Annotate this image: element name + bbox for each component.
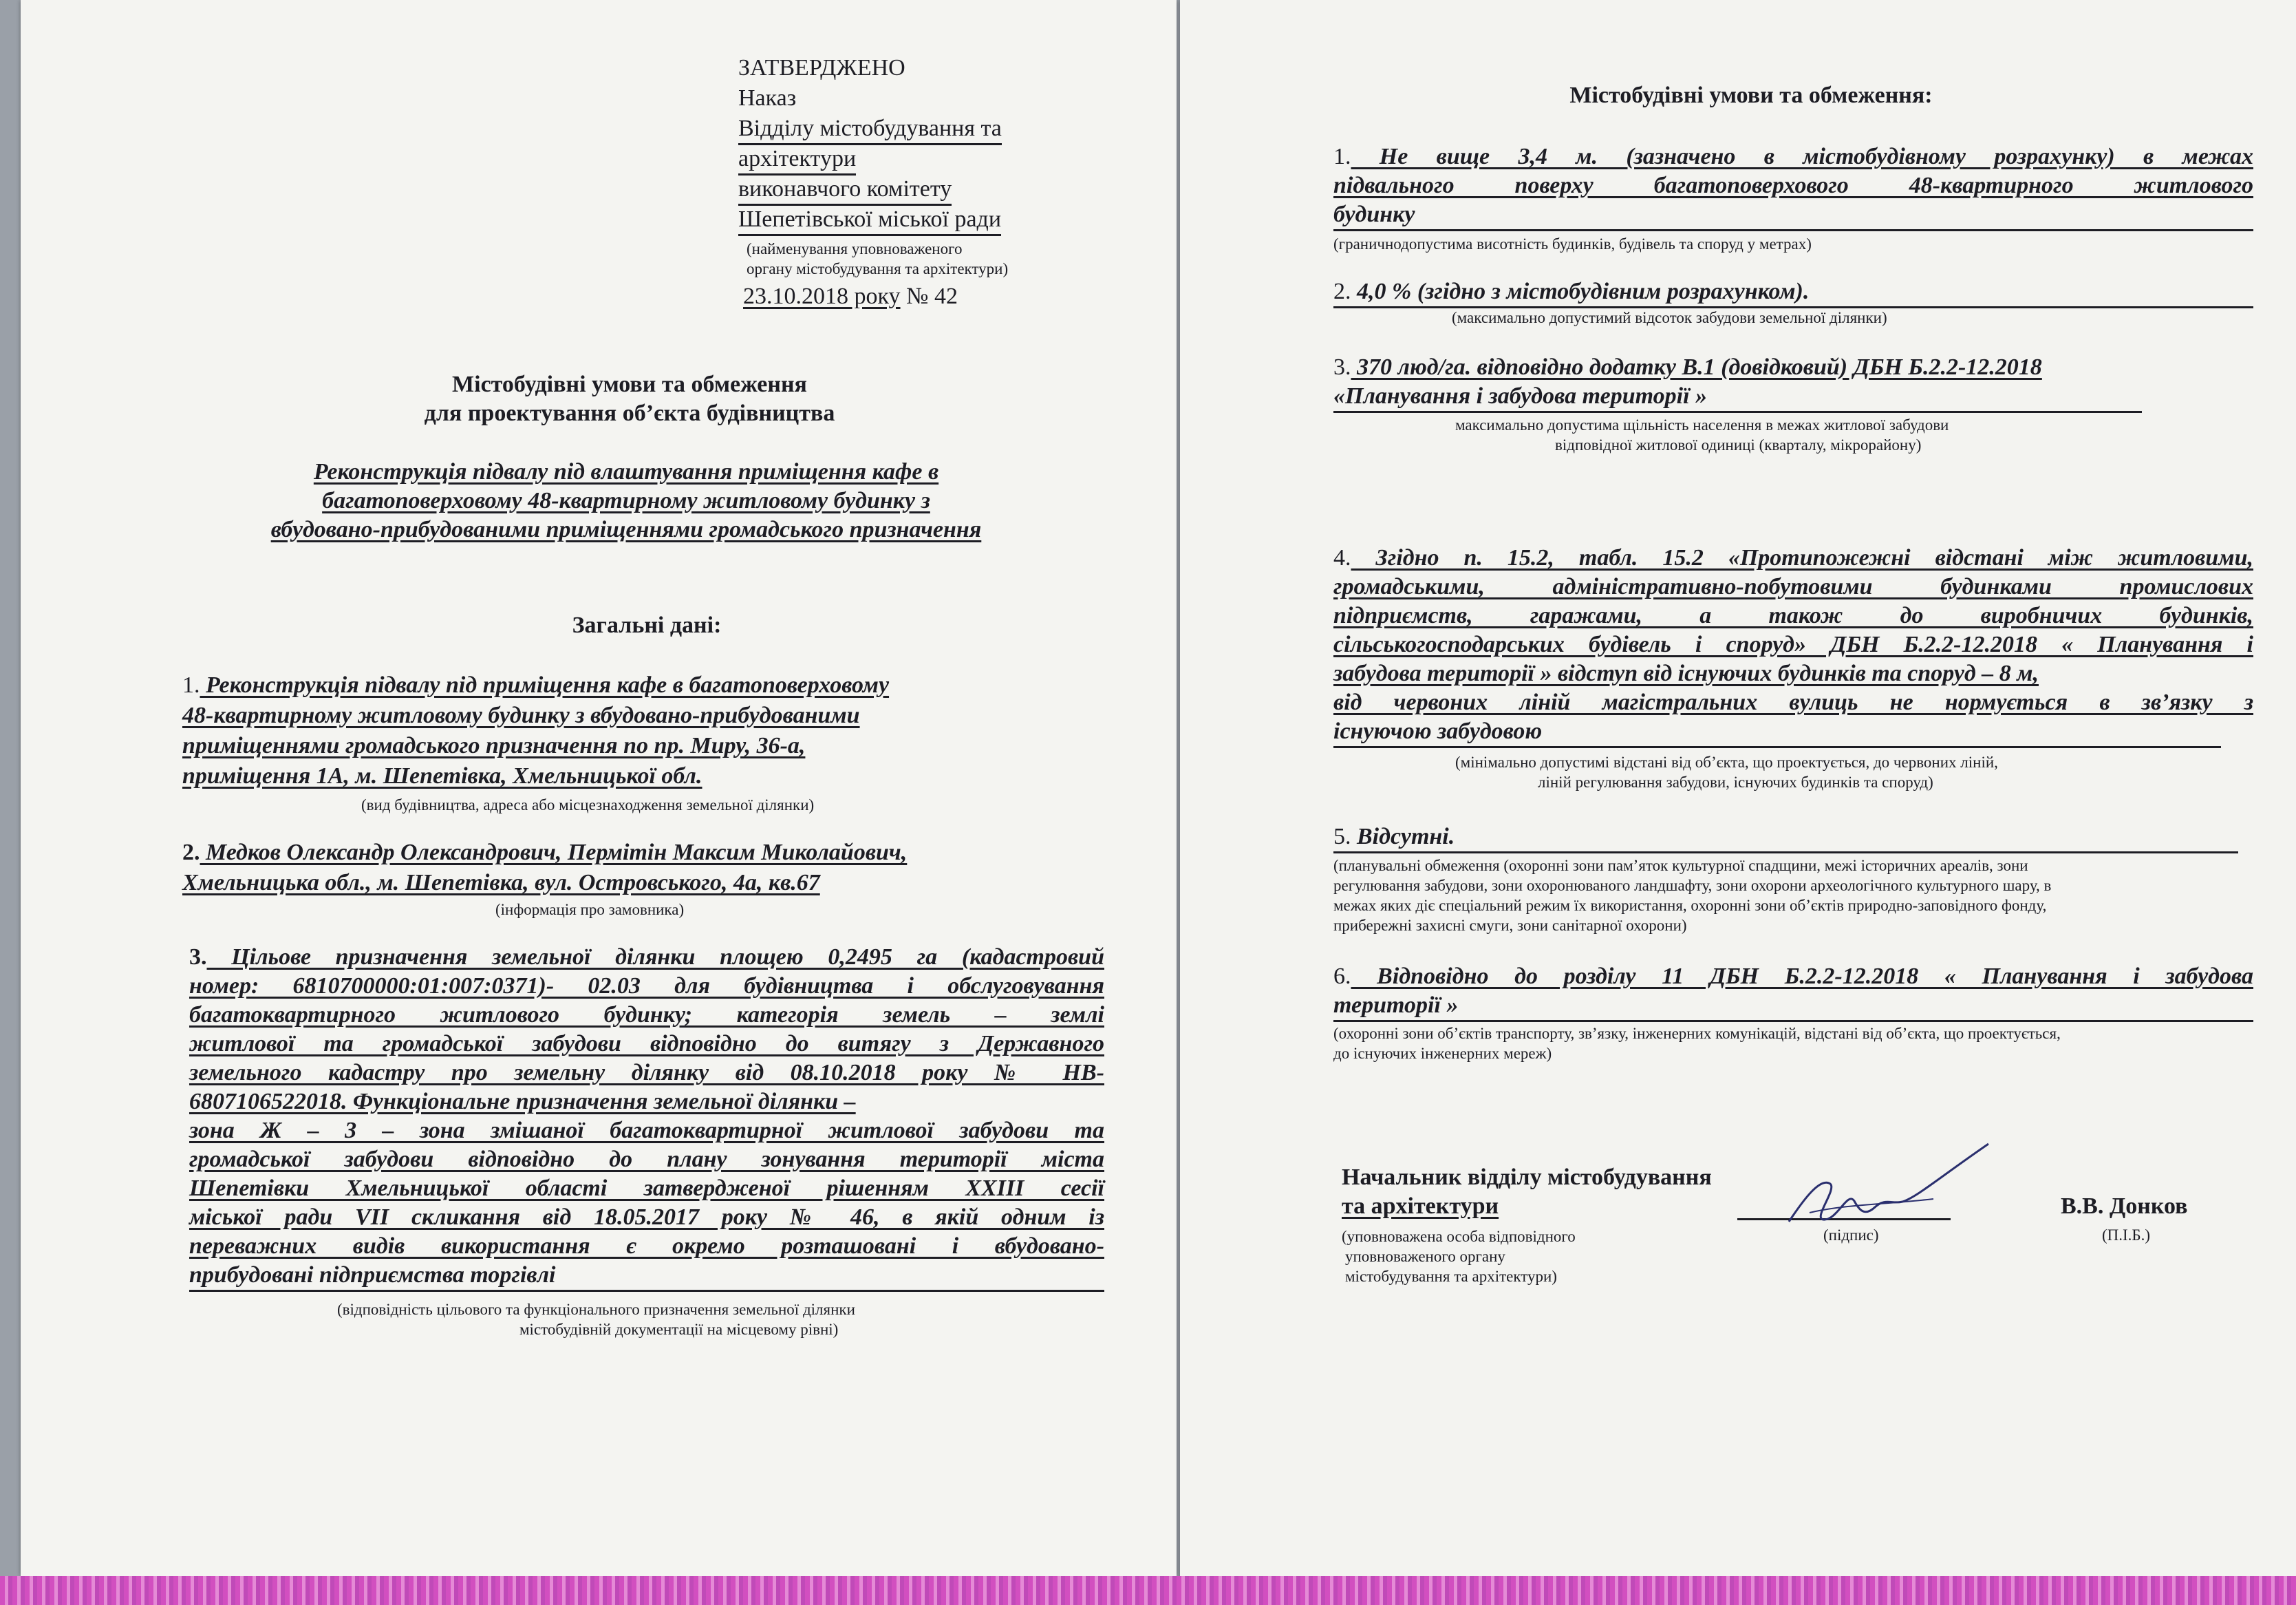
r6-line: території »	[1333, 991, 2253, 1022]
name-caption: (П.І.Б.)	[2102, 1226, 2151, 1244]
signatory-title: Начальник відділу містобудування	[1342, 1165, 1712, 1190]
signatory-title: та архітектури	[1342, 1193, 1499, 1219]
approval-caption: органу містобудування та архітектури)	[747, 260, 1009, 277]
item3-line: земельного кадастру про земельну ділянку від 08.10.2018 року № НВ-	[189, 1060, 1104, 1085]
item3-line: житлової та громадської забудови відповідно до витягу з Державного	[189, 1031, 1104, 1056]
approval-number: № 42	[906, 284, 958, 309]
project-line: багатоповерховому 48-квартирному житловому будинку з	[322, 488, 930, 513]
r5-caption: регулювання забудови, зони охоронюваного ландшафту, зони охорони археологічного культурного шару, в	[1333, 877, 2052, 894]
r5-text: Відсутні.	[1351, 824, 1455, 849]
approval-header: ЗАТВЕРДЖЕНО	[738, 55, 905, 81]
item3-line: міської ради VII скликання від 18.05.2017 року № 46, в якій одним із	[189, 1204, 1104, 1230]
r4-line: Згідно п. 15.2, табл. 15.2 «Протипожежні відстані між житловими,	[1351, 545, 2253, 571]
signatory-caption: (уповноважена особа відповідного	[1342, 1228, 1576, 1245]
r3-line: 370 люд/га. відповідно додатку В.1 (довідковий) ДБН Б.2.2-12.2018	[1351, 354, 2042, 380]
item-number: 5.	[1333, 824, 1351, 849]
item-number: 1.	[1333, 144, 1351, 169]
approval-doc-type: Наказ	[738, 85, 797, 111]
page-title: Містобудівні умови та обмеження	[452, 372, 807, 397]
r4-line: від червоних ліній магістральних вулиць не нормується в зв’язку з	[1333, 690, 2253, 715]
item-number: 3.	[1333, 354, 1351, 380]
r4-line: громадськими, адміністративно-побутовими будинками промислових	[1333, 574, 2253, 599]
approval-line: архітектури	[738, 145, 856, 176]
approval-date: 23.10.2018 року	[743, 284, 901, 309]
r3-caption: максимально допустима щільність населення в межах житлової забудови	[1455, 416, 1949, 434]
item-number: 4.	[1333, 545, 1351, 571]
r2-caption: (максимально допустимий відсоток забудови земельної ділянки)	[1452, 309, 1887, 326]
approval-line: Відділу містобудування та	[738, 114, 1002, 145]
r1-line: Не вище 3,4 м. (зазначено в містобудівному розрахунку) в межах	[1351, 144, 2253, 169]
approval-caption: (найменування уповноваженого	[747, 240, 963, 257]
r4-line: підприємств, гаражами, а також до виробничих будинків,	[1333, 603, 2253, 628]
item1-caption: (вид будівництва, адреса або місцезнаходження земельної ділянки)	[361, 796, 815, 814]
r4-line: сільськогосподарських будівель і споруд» ДБН Б.2.2-12.2018 « Планування і	[1333, 632, 2253, 657]
r1-caption: (граничнодопустима висотність будинків, будівель та споруд у метрах)	[1333, 235, 1812, 253]
r1-line: будинку	[1333, 200, 2253, 231]
conditions-title: Містобудівні умови та обмеження:	[1569, 83, 1933, 108]
r4-line: існуючою забудовою	[1333, 717, 2221, 748]
approval-line: виконавчого комітету	[738, 175, 952, 206]
r2-text: 4,0 % (згідно з містобудівним розрахунком).	[1351, 279, 1810, 304]
item3-line: багатоквартирного житлового будинку; категорія земель – землі	[189, 1002, 1104, 1028]
item-number: 1.	[182, 672, 200, 698]
item-number: 2.	[1333, 279, 1351, 304]
scan-edge-strip	[0, 1576, 2296, 1605]
item3-caption: (відповідність цільового та функціонального призначення земельної ділянки	[337, 1301, 855, 1318]
item2-line: Хмельницька обл., м. Шепетівка, вул. Островського, 4а, кв.67	[182, 870, 820, 895]
item1-line: приміщеннями громадського призначення по пр. Миру, 36-а,	[182, 733, 806, 758]
signature-caption: (підпис)	[1823, 1226, 1879, 1244]
item3-line: зона Ж – 3 – зона змішаної багатоквартирної житлової забудови та	[189, 1118, 1104, 1143]
item3-line: прибудовані підприємства торгівлі	[189, 1261, 1104, 1292]
r6-line: Відповідно до розділу 11 ДБН Б.2.2-12.2018 « Планування і забудова	[1351, 964, 2253, 989]
item-number: 6.	[1333, 964, 1351, 989]
item3-line: громадської забудови відповідно до плану зонування території міста	[189, 1147, 1104, 1172]
r4-line: забудова території » відступ від існуючих будинків та споруд – 8 м,	[1333, 661, 2039, 686]
item1-line: Реконструкція підвалу під приміщення кафе в багатоповерховому	[200, 672, 890, 698]
item3-line: Цільове призначення земельної ділянки площею 0,2495 га (кадастровий	[206, 944, 1104, 970]
r5-caption: (планувальні обмеження (охоронні зони пам’яток культурної спадщини, межі історичних ареалів, зони	[1333, 857, 2028, 874]
right-page	[1180, 0, 2296, 1583]
r4-caption: (мінімально допустимі відстані від об’єкта, що проектується, до червоних ліній,	[1455, 754, 1998, 771]
handwritten-signature-icon	[1782, 1136, 2016, 1239]
project-line: Реконструкція підвалу під влаштування приміщення кафе в	[313, 459, 939, 485]
approval-line: Шепетівської міської ради	[738, 205, 1001, 236]
signatory-caption: містобудування та архітектури)	[1345, 1268, 1557, 1285]
item3-line: переважних видів використання є окремо розташовані і вбудовано-	[189, 1233, 1104, 1259]
r3-caption: відповідної житлової одиниці (кварталу, мікрорайону)	[1555, 436, 1922, 454]
r6-caption: (охоронні зони об’єктів транспорту, зв’язку, інженерних комунікацій, відстані від об’єкта, що проектується,	[1333, 1025, 2061, 1042]
signatory-caption: уповноваженого органу	[1345, 1248, 1505, 1265]
item3-line: номер: 6810700000:01:007:0371)- 02.03 для будівництва і обслуговування	[189, 973, 1104, 999]
project-line: вбудовано-прибудованими приміщеннями громадського призначення	[270, 517, 982, 542]
item3-line: 6807106522018. Функціональне призначення земельної ділянки –	[189, 1089, 856, 1114]
official-name: В.В. Донков	[2061, 1193, 2188, 1219]
left-page	[21, 0, 1177, 1576]
r1-line: підвального поверху багатоповерхового 48-квартирного житлового	[1333, 173, 2253, 198]
item3-line: Шепетівки Хмельницької області затвердженої рішенням XXIII сесії	[189, 1176, 1104, 1201]
item-number: 3.	[189, 944, 207, 970]
item3-caption: містобудівній документації на місцевому рівні)	[519, 1321, 839, 1338]
item-number: 2.	[182, 840, 200, 865]
item1-line: 48-квартирному житловому будинку з вбудовано-прибудованими	[182, 703, 860, 728]
item2-line: Медков Олександр Олександрович, Пермітін Максим Миколайович,	[200, 840, 908, 865]
page-subtitle: для проектування об’єкта будівництва	[424, 401, 835, 426]
r3-line: «Планування і забудова території »	[1333, 382, 2142, 413]
item2-caption: (інформація про замовника)	[495, 901, 685, 918]
r4-caption: ліній регулювання забудови, існуючих будинків та споруд)	[1538, 774, 1933, 791]
section-title: Загальні дані:	[572, 613, 722, 638]
r5-caption: межах яких діє спеціальний режим їх використання, охоронні зони об’єктів природно-заповідного фонду,	[1333, 897, 2047, 914]
item1-line: приміщення 1А, м. Шепетівка, Хмельницької обл.	[182, 763, 702, 789]
r6-caption: до існуючих інженерних мереж)	[1333, 1045, 1552, 1062]
r5-caption: прибережні захисні смуги, зони санітарної охорони)	[1333, 917, 1687, 934]
